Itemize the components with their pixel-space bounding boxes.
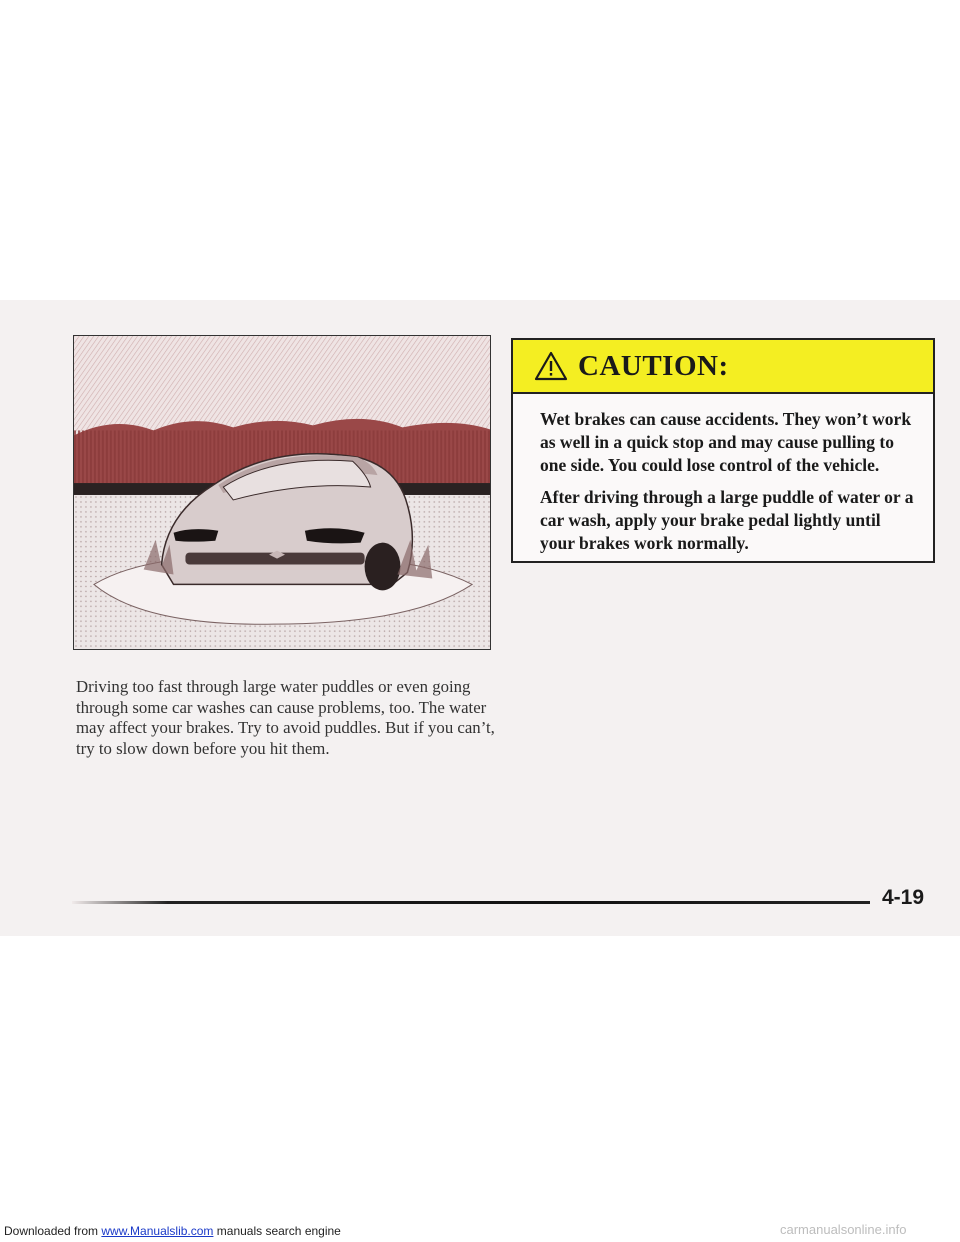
- caution-paragraph: Wet brakes can cause accidents. They won’t work as well in a quick stop and may cause pulling to one side. You could lose control of the vehicle.: [540, 409, 912, 475]
- page-number: 4-19: [882, 886, 925, 909]
- caution-body: [513, 394, 933, 555]
- body-paragraph: Driving too fast through large water puddles or even going through some car washes can cause problems, too. The water may affect your brakes. Try to avoid puddles. But if you can’t, try to slow down before you hit them.: [76, 677, 495, 758]
- download-prefix: Downloaded from: [4, 1224, 102, 1238]
- manualslib-link[interactable]: www.Manualslib.com: [101, 1224, 214, 1238]
- footer-rule: [72, 901, 870, 904]
- caution-box: [511, 338, 935, 563]
- car-puddle-illustration: [73, 335, 491, 650]
- download-footer: [4, 1224, 341, 1238]
- download-suffix: manuals search engine: [213, 1224, 341, 1238]
- watermark: carmanualsonline.info: [780, 1222, 907, 1237]
- caution-title: CAUTION:: [578, 349, 729, 382]
- caution-header: [513, 340, 933, 394]
- caution-paragraph: After driving through a large puddle of water or a car wash, apply your brake pedal lightly until your brakes work normally.: [540, 487, 914, 553]
- warning-triangle-icon: [534, 351, 568, 381]
